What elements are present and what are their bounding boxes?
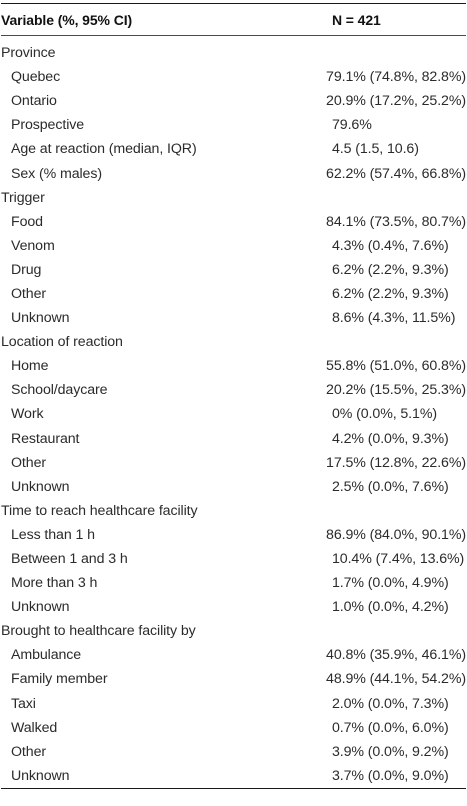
table-row [1, 740, 466, 764]
table-row [1, 402, 466, 426]
table-row [1, 451, 466, 475]
table-group-row [1, 499, 466, 523]
row-label: Less than 1 h [11, 526, 95, 543]
row-label: Age at reaction (median, IQR) [11, 141, 197, 158]
row-value: 2.5% (0.0%, 7.6%) [332, 478, 449, 495]
table-row [1, 282, 466, 306]
row-label: Walked [11, 719, 58, 736]
row-value: 17.5% (12.8%, 22.6%) [326, 454, 466, 471]
table-row [1, 113, 466, 137]
row-label: Other [11, 454, 46, 471]
group-label: Trigger [1, 189, 45, 206]
row-value: 48.9% (44.1%, 54.2%) [326, 671, 466, 688]
row-value: 6.2% (2.2%, 9.3%) [332, 261, 449, 278]
row-value: 79.6% [332, 117, 372, 134]
row-value: 20.2% (15.5%, 25.3%) [326, 382, 466, 399]
group-label: Province [1, 45, 56, 62]
table-row [1, 547, 466, 571]
table-row [1, 667, 466, 691]
row-label: Ambulance [11, 647, 82, 664]
row-label: Other [11, 743, 46, 760]
table-row [1, 716, 466, 740]
row-label: Quebec [11, 69, 61, 86]
table-row [1, 764, 466, 788]
table-row [1, 234, 466, 258]
table-group-row [1, 619, 466, 643]
data-table [1, 3, 466, 789]
header-variable: Variable (%, 95% CI) [1, 11, 133, 28]
table-row [1, 692, 466, 716]
row-label: More than 3 h [11, 575, 98, 592]
row-label: Sex (% males) [11, 165, 102, 182]
row-value: 86.9% (84.0%, 90.1%) [326, 526, 466, 543]
row-label: School/daycare [11, 382, 108, 399]
table-body [1, 41, 466, 788]
table-row [1, 89, 466, 113]
table-row [1, 210, 466, 234]
table-row [1, 427, 466, 451]
row-label: Drug [11, 261, 42, 278]
row-value: 0% (0.0%, 5.1%) [332, 406, 437, 423]
row-value: 4.2% (0.0%, 9.3%) [332, 430, 449, 447]
row-label: Food [11, 213, 43, 230]
row-value: 62.2% (57.4%, 66.8%) [326, 165, 466, 182]
row-value: 40.8% (35.9%, 46.1%) [326, 647, 466, 664]
row-label: Between 1 and 3 h [11, 551, 128, 568]
row-label: Ontario [11, 93, 57, 110]
table-row [1, 378, 466, 402]
group-label: Location of reaction [1, 334, 123, 351]
row-value: 0.7% (0.0%, 6.0%) [332, 719, 449, 736]
table-row [1, 523, 466, 547]
row-value: 1.0% (0.0%, 4.2%) [332, 599, 449, 616]
row-label: Unknown [11, 767, 70, 784]
table-group-row [1, 330, 466, 354]
table-row [1, 306, 466, 330]
table-row [1, 354, 466, 378]
row-value: 8.6% (4.3%, 11.5%) [332, 310, 456, 327]
row-label: Family member [11, 671, 108, 688]
row-label: Unknown [11, 310, 70, 327]
row-value: 2.0% (0.0%, 7.3%) [332, 695, 449, 712]
table-header-row [1, 4, 466, 35]
row-label: Prospective [11, 117, 85, 134]
header-n: N = 421 [332, 11, 381, 28]
bottom-rule [1, 788, 466, 789]
row-label: Taxi [11, 695, 36, 712]
row-value: 79.1% (74.8%, 82.8%) [326, 69, 466, 86]
row-value: 3.7% (0.0%, 9.0%) [332, 767, 449, 784]
table-row [1, 161, 466, 185]
group-label: Time to reach healthcare facility [1, 502, 198, 519]
group-label: Brought to healthcare facility by [1, 623, 196, 640]
table-row [1, 258, 466, 282]
row-label: Unknown [11, 599, 70, 616]
table-group-row [1, 186, 466, 210]
row-label: Restaurant [11, 430, 80, 447]
row-value: 4.3% (0.4%, 7.6%) [332, 237, 449, 254]
table-row [1, 571, 466, 595]
row-label: Work [11, 406, 44, 423]
table-row [1, 475, 466, 499]
table-row [1, 595, 466, 619]
row-value: 20.9% (17.2%, 25.2%) [326, 93, 466, 110]
row-label: Unknown [11, 478, 70, 495]
row-value: 10.4% (7.4%, 13.6%) [332, 551, 465, 568]
table-row [1, 65, 466, 89]
row-value: 4.5 (1.5, 10.6) [332, 141, 419, 158]
row-label: Other [11, 285, 46, 302]
table-row [1, 643, 466, 667]
row-label: Venom [11, 237, 55, 254]
row-value: 6.2% (2.2%, 9.3%) [332, 285, 449, 302]
row-value: 3.9% (0.0%, 9.2%) [332, 743, 449, 760]
row-value: 84.1% (73.5%, 80.7%) [326, 213, 466, 230]
row-value: 1.7% (0.0%, 4.9%) [332, 575, 449, 592]
row-value: 55.8% (51.0%, 60.8%) [326, 358, 466, 375]
row-label: Home [11, 358, 49, 375]
table-group-row [1, 41, 466, 65]
table-row [1, 137, 466, 161]
